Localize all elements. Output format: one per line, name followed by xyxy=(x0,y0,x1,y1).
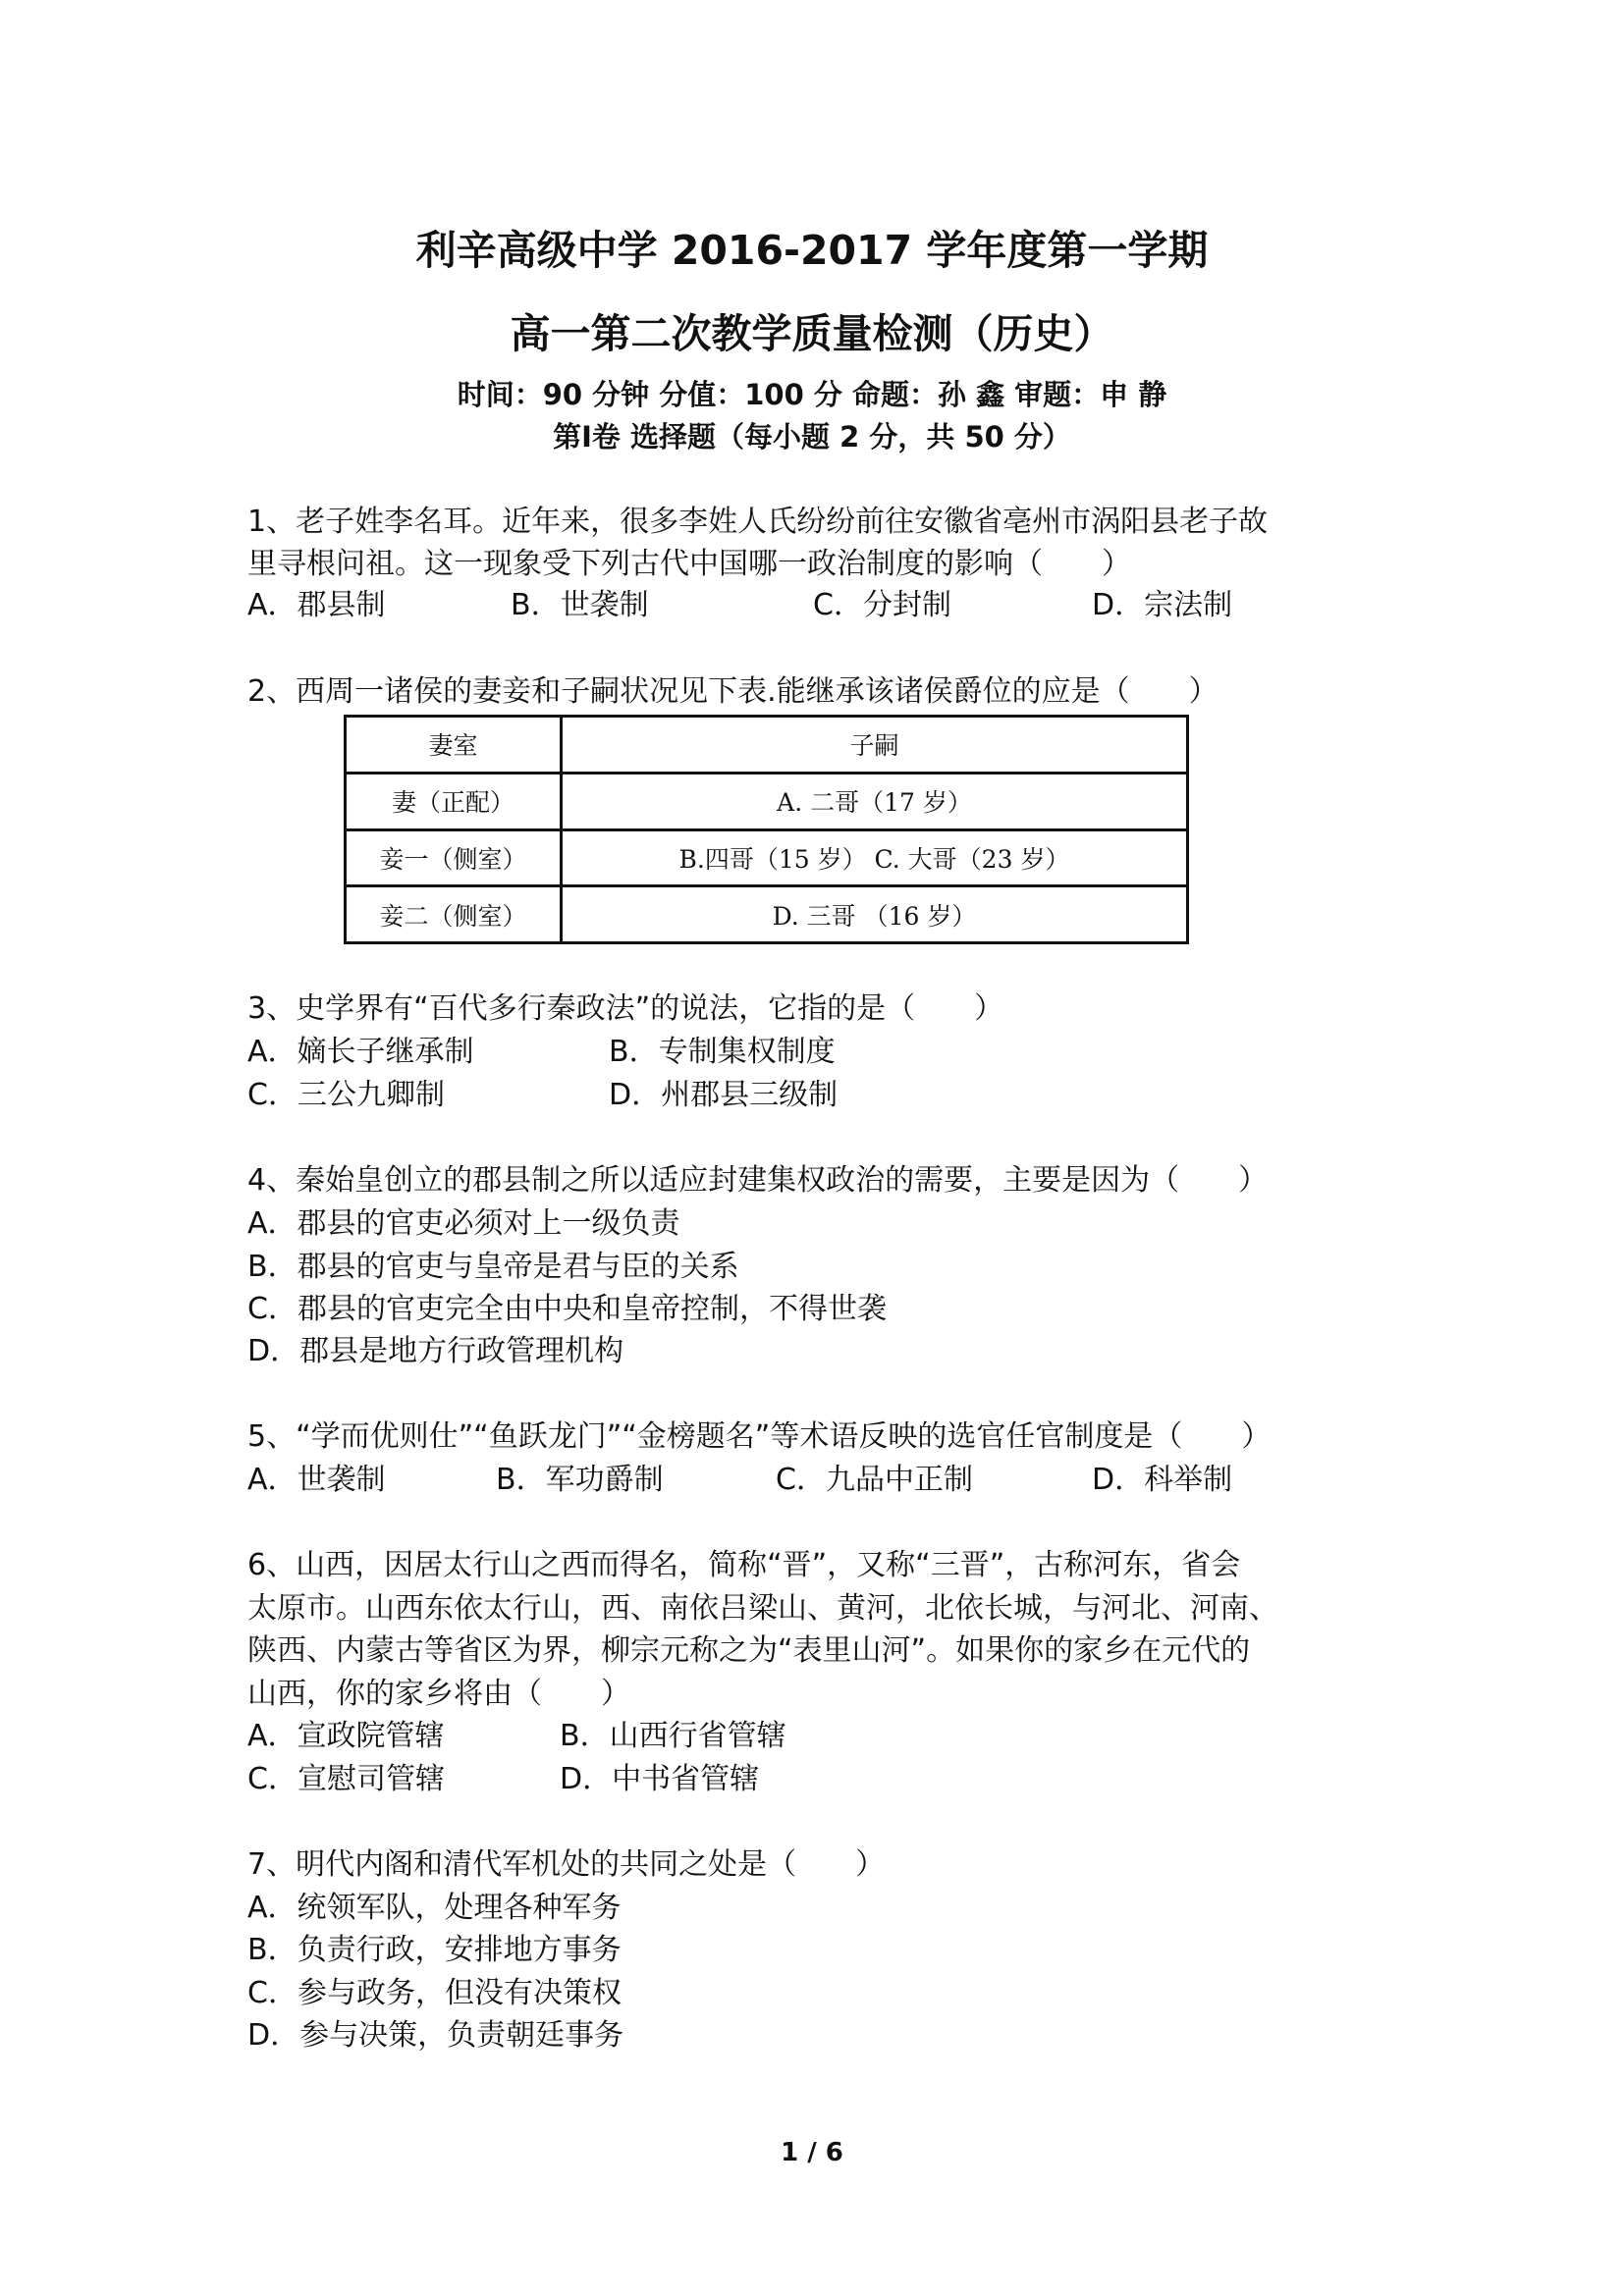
q2-stem: 2、西周一诸侯的妻妾和子嗣状况见下表.能继承该诸侯爵位的应是（ ） xyxy=(247,674,1218,709)
q6-option-a: A．宣政院管辖 xyxy=(247,1719,445,1753)
q5-option-c: C．九品中正制 xyxy=(776,1463,973,1497)
q7-option-a: A．统领军队，处理各种军务 xyxy=(247,1891,622,1925)
q3-option-c: C．三公九卿制 xyxy=(247,1078,445,1112)
table-cell: 妾二（侧室） xyxy=(346,886,562,943)
q2-table xyxy=(344,715,1189,944)
q5-option-d: D．科举制 xyxy=(1092,1463,1233,1497)
q3-stem: 3、史学界有“百代多行秦政法”的说法，它指的是（ ） xyxy=(247,991,1004,1026)
exam-meta: 时间：90 分钟 分值：100 分 命题：孙 鑫 审题：申 静 xyxy=(457,378,1167,411)
q1-option-a: A．郡县制 xyxy=(247,588,386,622)
q5-option-a: A．世袭制 xyxy=(247,1463,386,1497)
q7-option-d: D．参与决策，负责朝廷事务 xyxy=(247,2018,624,2053)
q7-option-b: B．负责行政，安排地方事务 xyxy=(247,1933,622,1967)
table-cell: B.四哥（15 岁） C. 大哥（23 岁） xyxy=(562,829,1188,886)
table-row xyxy=(346,829,1188,886)
q1-option-d: D．宗法制 xyxy=(1092,588,1233,622)
q4-option-d: D．郡县是地方行政管理机构 xyxy=(247,1334,624,1368)
table-row xyxy=(346,886,1188,943)
q6-stem-line2: 太原市。山西东依太行山，西、南依吕梁山、黄河，北依长城，与河北、河南、 xyxy=(247,1591,1278,1626)
exam-subtitle: 高一第二次教学质量检测（历史） xyxy=(510,310,1114,357)
q4-option-a: A．郡县的官吏必须对上一级负责 xyxy=(247,1206,680,1241)
q7-option-c: C．参与政务，但没有决策权 xyxy=(247,1976,622,2010)
q4-stem: 4、秦始皇创立的郡县制之所以适应封建集权政治的需要，主要是因为（ ） xyxy=(247,1163,1269,1198)
q1-stem-line2: 里寻根问祖。这一现象受下列古代中国哪一政治制度的影响（ ） xyxy=(247,547,1131,581)
q3-option-b: B．专制集权制度 xyxy=(609,1035,836,1069)
q6-stem-line3: 陕西、内蒙古等省区为界，柳宗元称之为“表里山河”。如果你的家乡在元代的 xyxy=(247,1633,1251,1668)
table-cell: 妻（正配） xyxy=(346,773,562,829)
q3-option-d: D．州郡县三级制 xyxy=(609,1078,839,1112)
q5-stem: 5、“学而优则仕”“鱼跃龙门”“金榜题名”等术语反映的选官任官制度是（ ） xyxy=(247,1419,1272,1454)
q1-option-b: B．世袭制 xyxy=(511,588,649,622)
q6-option-b: B．山西行省管辖 xyxy=(560,1719,786,1753)
q3-option-a: A．嫡长子继承制 xyxy=(247,1035,474,1069)
q5-option-b: B．军功爵制 xyxy=(496,1463,664,1497)
table-cell: 妾一（侧室） xyxy=(346,829,562,886)
q4-option-c: C．郡县的官吏完全由中央和皇帝控制，不得世袭 xyxy=(247,1292,887,1326)
q6-stem-line4: 山西，你的家乡将由（ ） xyxy=(247,1677,630,1711)
q1-option-c: C．分封制 xyxy=(813,588,951,622)
q1-stem-line1: 1、老子姓李名耳。近年来，很多李姓人氏纷纷前往安徽省亳州市涡阳县老子故 xyxy=(247,505,1269,539)
q7-stem: 7、明代内阁和清代军机处的共同之处是（ ） xyxy=(247,1847,886,1882)
q4-option-b: B．郡县的官吏与皇帝是君与臣的关系 xyxy=(247,1250,739,1284)
section-heading: 第Ⅰ卷 选择题（每小题 2 分，共 50 分） xyxy=(553,420,1071,454)
table-cell: D. 三哥 （16 岁） xyxy=(562,886,1188,943)
table-row xyxy=(346,773,1188,829)
q6-option-d: D．中书省管辖 xyxy=(560,1762,760,1796)
table-header-cell: 子嗣 xyxy=(562,717,1188,774)
table-cell: A. 二哥（17 岁） xyxy=(562,773,1188,829)
q6-stem-line1: 6、山西，因居太行山之西而得名，简称“晋”，又称“三晋”，古称河东，省会 xyxy=(247,1548,1241,1582)
table-header-cell: 妻室 xyxy=(346,717,562,774)
page-number: 1 / 6 xyxy=(781,2138,843,2167)
exam-title: 利辛高级中学 2016-2017 学年度第一学期 xyxy=(415,227,1209,274)
q6-option-c: C．宣慰司管辖 xyxy=(247,1762,445,1796)
table-header-row xyxy=(346,717,1188,774)
